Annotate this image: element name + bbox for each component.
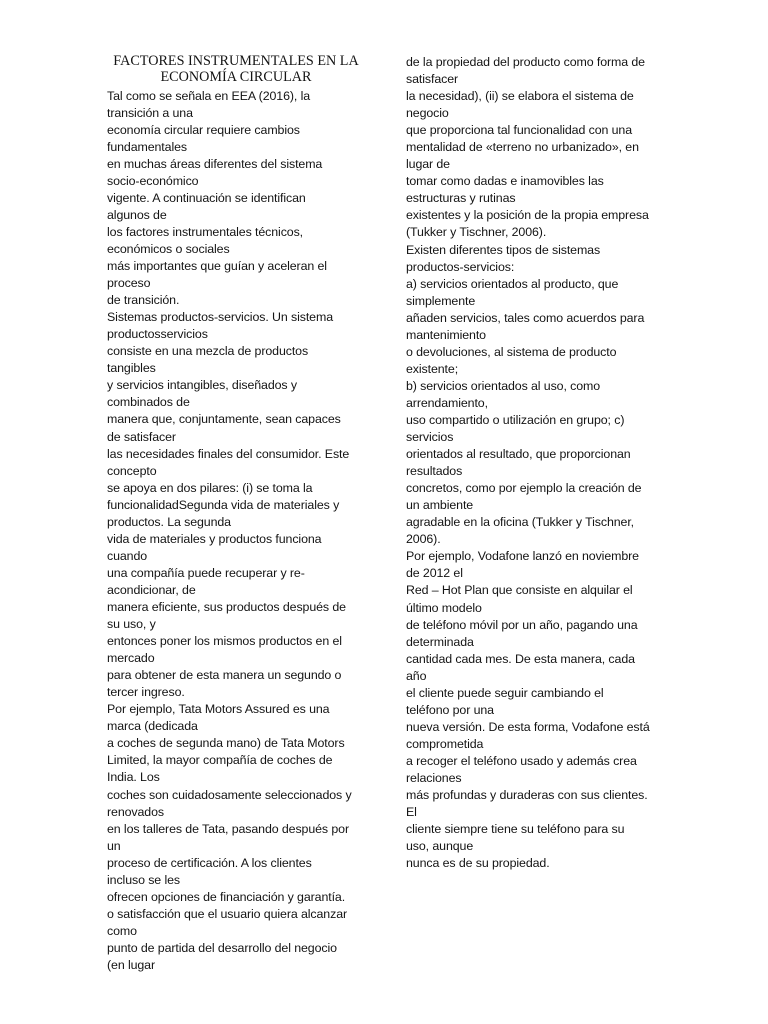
text-line: Red – Hot Plan que consiste en alquilar el bbox=[406, 583, 633, 598]
text-line: cuando bbox=[107, 548, 148, 563]
text-line: Tal como se señala en EEA (2016), la bbox=[107, 88, 311, 103]
text-line: 2006). bbox=[406, 532, 441, 547]
text-line: una compañía puede recuperar y re- bbox=[107, 565, 305, 580]
text-line: estructuras y rutinas bbox=[406, 191, 516, 206]
text-line: se apoya en dos pilares: (i) se toma la bbox=[107, 480, 313, 495]
text-line: incluso se les bbox=[107, 872, 180, 887]
text-line: negocio bbox=[406, 106, 449, 121]
text-line: a recoger el teléfono usado y además crea bbox=[406, 753, 637, 768]
text-line: a) servicios orientados al producto, que bbox=[406, 276, 619, 291]
text-line: marca (dedicada bbox=[107, 719, 198, 734]
text-line: nueva versión. De esta forma, Vodafone está bbox=[406, 719, 650, 734]
text-line: ofrecen opciones de financiación y garantía. bbox=[107, 889, 346, 904]
text-line: económicos o sociales bbox=[107, 242, 230, 257]
text-line: en los talleres de Tata, pasando después por bbox=[107, 821, 349, 836]
text-line: un ambiente bbox=[406, 498, 474, 513]
text-line: lugar de bbox=[406, 157, 450, 172]
text-line: mercado bbox=[107, 651, 155, 666]
text-line: las necesidades finales del consumidor. Este bbox=[107, 446, 350, 461]
text-line: y servicios intangibles, diseñados y bbox=[107, 378, 297, 393]
text-line: un bbox=[107, 838, 121, 853]
text-line: los factores instrumentales técnicos, bbox=[107, 224, 304, 239]
text-line: o devoluciones, al sistema de producto bbox=[406, 344, 617, 359]
text-line: acondicionar, de bbox=[107, 582, 196, 597]
text-line: existentes y la posición de la propia empresa bbox=[406, 208, 649, 223]
text-line: satisfacer bbox=[406, 72, 459, 87]
text-line: Por ejemplo, Vodafone lanzó en noviembre bbox=[406, 549, 639, 564]
text-line: resultados bbox=[406, 464, 463, 479]
text-line: orientados al resultado, que proporcionan bbox=[406, 447, 631, 462]
text-line: vida de materiales y productos funciona bbox=[107, 531, 322, 546]
text-line: productos-servicios: bbox=[406, 259, 515, 274]
text-line: mentalidad de «terreno no urbanizado», en bbox=[406, 140, 639, 155]
text-line: cliente siempre tiene su teléfono para su bbox=[406, 822, 625, 837]
text-line: El bbox=[406, 805, 417, 820]
text-line: Limited, la mayor compañía de coches de bbox=[107, 753, 333, 768]
text-line: para obtener de esta manera un segundo o bbox=[107, 668, 342, 683]
text-line: proceso bbox=[107, 276, 151, 291]
right-column bbox=[406, 54, 668, 872]
text-line: consiste en una mezcla de productos bbox=[107, 344, 309, 359]
text-line: o satisfacción que el usuario quiera alcanzar bbox=[107, 906, 348, 921]
text-line: transición a una bbox=[107, 105, 193, 120]
text-line: funcionalidadSegunda vida de materiales y bbox=[107, 497, 340, 512]
text-line: Existen diferentes tipos de sistemas bbox=[406, 242, 601, 257]
text-line: productos. La segunda bbox=[107, 514, 231, 529]
left-column bbox=[107, 54, 377, 974]
text-line: productosservicios bbox=[107, 327, 208, 342]
text-line: teléfono por una bbox=[406, 702, 494, 717]
text-line: como bbox=[107, 923, 137, 938]
text-line: Por ejemplo, Tata Motors Assured es una bbox=[107, 702, 330, 717]
text-line: más importantes que guían y aceleran el bbox=[107, 259, 327, 274]
text-line: proceso de certificación. A los clientes bbox=[107, 855, 312, 870]
text-line: vigente. A continuación se identifican bbox=[107, 190, 306, 205]
text-line: combinados de bbox=[107, 395, 190, 410]
text-line: simplemente bbox=[406, 293, 476, 308]
text-line: último modelo bbox=[406, 600, 482, 615]
text-line: coches son cuidadosamente seleccionados y bbox=[107, 787, 352, 802]
left-column-text bbox=[107, 88, 377, 974]
text-line: uso, aunque bbox=[406, 839, 474, 854]
text-line: mantenimiento bbox=[406, 327, 486, 342]
right-column-text bbox=[406, 54, 668, 872]
text-line: existente; bbox=[406, 361, 459, 376]
text-line: concretos, como por ejemplo la creación de bbox=[406, 481, 642, 496]
text-line: India. Los bbox=[107, 770, 160, 785]
text-line: (en lugar bbox=[107, 957, 156, 972]
text-line: de la propiedad del producto como forma de bbox=[406, 55, 645, 69]
text-line: socio-económico bbox=[107, 173, 199, 188]
text-line: cantidad cada mes. De esta manera, cada bbox=[406, 651, 635, 666]
text-line: nunca es de su propiedad. bbox=[406, 856, 550, 871]
text-line: más profundas y duraderas con sus clientes. bbox=[406, 788, 648, 803]
text-line: punto de partida del desarrollo del negocio bbox=[107, 940, 337, 955]
text-line: renovados bbox=[107, 804, 164, 819]
text-line: concepto bbox=[107, 463, 157, 478]
text-line: relaciones bbox=[406, 770, 462, 785]
text-line: la necesidad), (ii) se elabora el sistema de bbox=[406, 89, 634, 104]
text-line: año bbox=[406, 668, 427, 683]
text-line: arrendamiento, bbox=[406, 395, 488, 410]
text-line: manera que, conjuntamente, sean capaces bbox=[107, 412, 341, 427]
text-line: en muchas áreas diferentes del sistema bbox=[107, 156, 323, 171]
text-line: de satisfacer bbox=[107, 429, 176, 444]
text-line: (Tukker y Tischner, 2006). bbox=[406, 225, 547, 240]
text-line: manera eficiente, sus productos después de bbox=[107, 600, 346, 614]
text-line: a coches de segunda mano) de Tata Motors bbox=[107, 736, 345, 751]
text-line: comprometida bbox=[406, 736, 484, 751]
text-line: economía circular requiere cambios bbox=[107, 122, 300, 137]
text-line: que proporciona tal funcionalidad con una bbox=[406, 123, 632, 138]
document-title: FACTORES INSTRUMENTALES EN LA ECONOMÍA CIRCULAR bbox=[113, 53, 359, 85]
text-line: entonces poner los mismos productos en el bbox=[107, 634, 342, 649]
text-line: tangibles bbox=[107, 361, 156, 376]
text-line: su uso, y bbox=[107, 617, 156, 632]
text-line: agradable en la oficina (Tukker y Tischner, bbox=[406, 515, 635, 530]
text-line: algunos de bbox=[107, 207, 167, 222]
text-line: uso compartido o utilización en grupo; c) bbox=[406, 412, 625, 427]
text-line: el cliente puede seguir cambiando el bbox=[406, 685, 604, 700]
text-line: tomar como dadas e inamovibles las bbox=[406, 174, 604, 189]
text-line: de teléfono móvil por un año, pagando una bbox=[406, 617, 638, 632]
text-line: b) servicios orientados al uso, como bbox=[406, 378, 601, 393]
text-line: servicios bbox=[406, 430, 454, 445]
text-line: determinada bbox=[406, 634, 474, 649]
text-line: añaden servicios, tales como acuerdos para bbox=[406, 310, 645, 325]
text-line: de 2012 el bbox=[406, 566, 463, 581]
text-line: de transición. bbox=[107, 293, 180, 308]
text-line: Sistemas productos-servicios. Un sistema bbox=[107, 310, 333, 325]
text-line: fundamentales bbox=[107, 139, 187, 154]
text-line: tercer ingreso. bbox=[107, 685, 185, 700]
